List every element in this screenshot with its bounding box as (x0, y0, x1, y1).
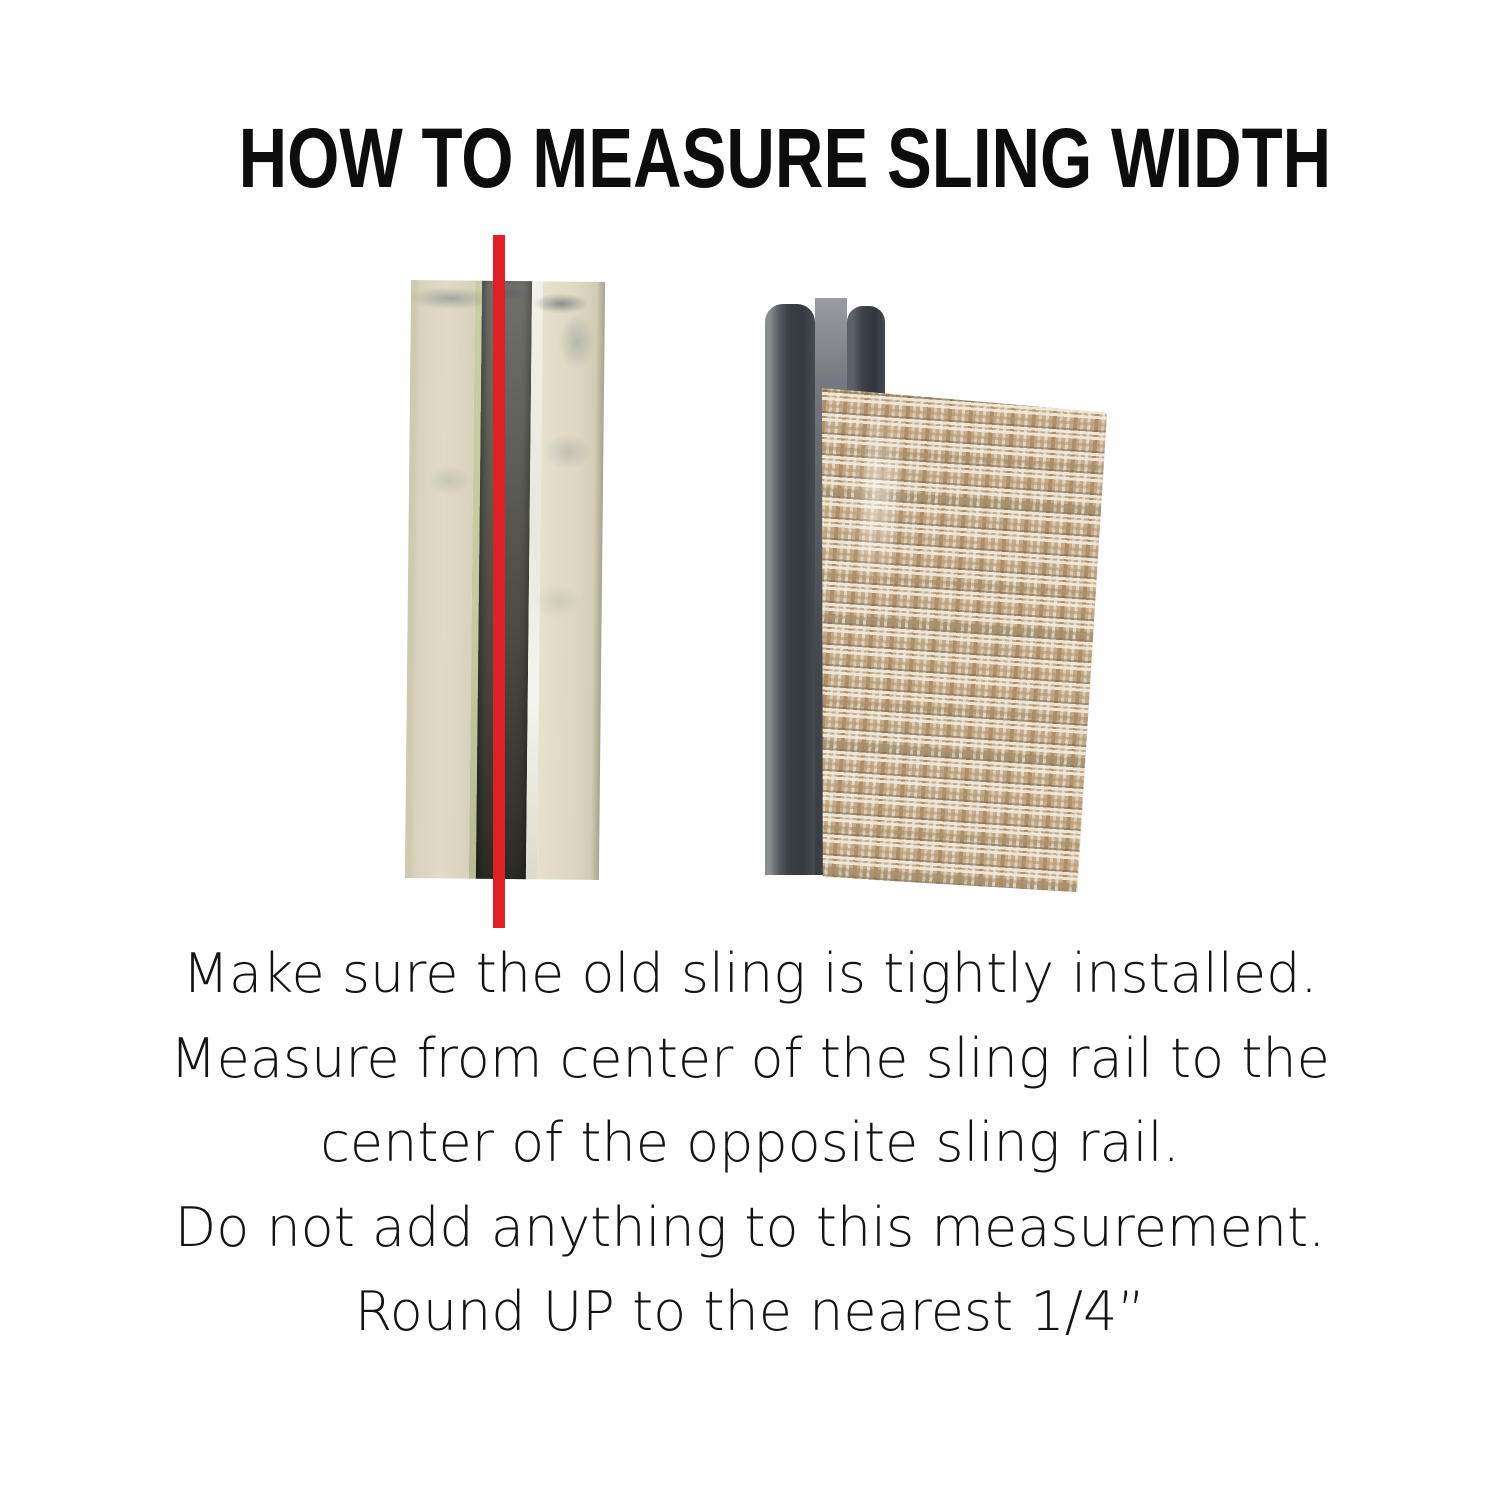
instruction-line: Make sure the old sling is tightly installed. (182, 942, 1318, 1005)
sling-fabric (822, 388, 1107, 892)
instruction-line: center of the opposite sling rail. (320, 1111, 1180, 1174)
page-title-text: HOW TO MEASURE SLING WIDTH (238, 111, 1332, 205)
bare-sling-rail-photo (405, 280, 605, 880)
rail-scuff-marks (405, 280, 605, 880)
instruction-line: Do not add anything to this measurement. (174, 1195, 1326, 1259)
instruction-line: Measure from center of the sling rail to the (170, 1026, 1330, 1090)
rail-outer-ridge (765, 304, 815, 875)
sling-rail-with-fabric-photo (765, 298, 1110, 898)
instructions-text (0, 932, 1500, 1355)
instruction-line: Round UP to the nearest 1/4” (354, 1280, 1146, 1343)
rail-center-measure-line (493, 235, 505, 928)
